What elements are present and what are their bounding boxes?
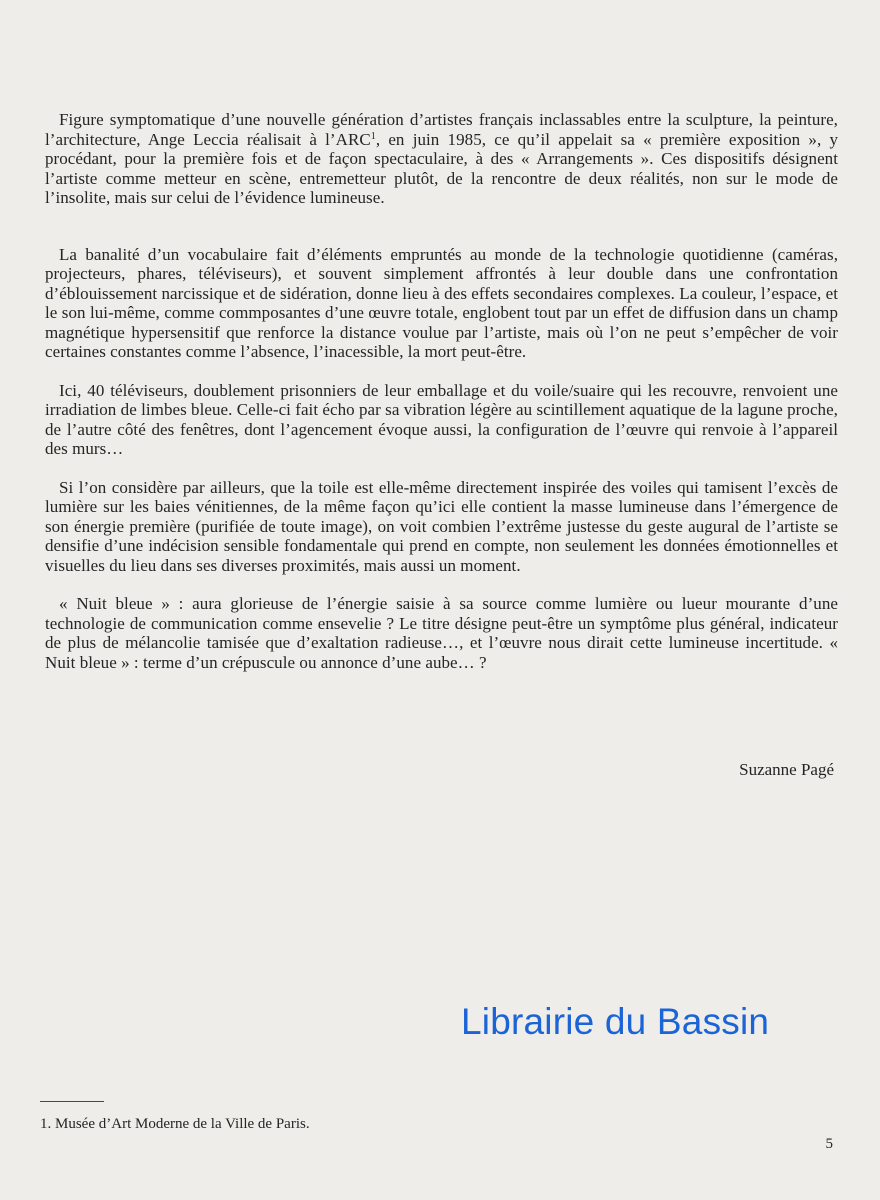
paragraph-1-text: Figure symptomatique d’une nouvelle génération d’artistes français inclassables entre la sculpture, la peinture, l’architecture, Ange Leccia réalisait à l’ARC (45, 110, 838, 149)
paragraph-1-text-continued: , en juin 1985, ce qu’il appelait sa « première exposition », y procédant, pour la première fois et de façon spectaculaire, à des « Arrangements ». Ces dispositifs désignent l’artiste comme metteur en scène, entremetteur plutôt, de la rencontre de deux réalités, non sur le mode de l’insolite, mais sur celui de l’évidence lumineuse. (45, 129, 839, 207)
paragraph-3: Ici, 40 téléviseurs, doublement prisonniers de leur emballage et du voile/suaire qui les recouvre, renvoient une irradiation de limbes bleue. Celle-ci fait écho par sa vibration légère au scintillement aquatique de la lagune proche, de l’autre côté des fenêtres, dont l’agencement évoque aussi, la configuration de l’œuvre qui renvoie à l’appareil des murs… (45, 380, 838, 458)
article-body (45, 110, 838, 672)
footnote-reference[interactable]: 1 (370, 130, 376, 142)
bookshop-watermark: Librairie du Bassin (461, 1001, 770, 1042)
author-signature: Suzanne Pagé (739, 760, 834, 779)
paragraph-2: La banalité d’un vocabulaire fait d’éléments empruntés au monde de la technologie quotidienne (caméras, projecteurs, phares, téléviseurs), et souvent simplement affrontés à leur double dans une confrontation d’éblouissement narcissique et de sidération, donne lieu à des effets secondaires complexes. La couleur, l’espace, et le son lui-même, comme commposantes d’une œuvre totale, englobent tout par un effet de diffusion dans un champ magnétique hypersensitif que renforce la distance voulue par l’artiste, mais où l’on ne peut s’empêcher de voir certaines constantes comme l’absence, l’inacessible, la mort peut-être. (45, 244, 838, 361)
paragraph-4: Si l’on considère par ailleurs, que la toile est elle-même directement inspirée des voiles qui tamisent l’excès de lumière sur les baies vénitiennes, de la même façon qu’ici elle contient la masse lumineuse dans l’émergence de son énergie première (purifiée de toute image), on voit combien l’extrême justesse du geste augural de l’artiste se densifie d’une indécision sensible fondamentale qui prend en compte, non seulement les données émotionnelles et visuelles du lieu dans ses diverses proximités, mais aussi un moment. (45, 477, 838, 575)
footnote-divider (40, 1101, 104, 1102)
page-number: 5 (825, 1136, 833, 1152)
footnote: 1. Musée d’Art Moderne de la Ville de Paris. (40, 1116, 310, 1132)
paragraph-1 (45, 110, 838, 208)
paragraph-5: « Nuit bleue » : aura glorieuse de l’énergie saisie à sa source comme lumière ou lueur mourante d’une technologie de communication comme ensevelie ? Le titre désigne peut-être un symptôme plus général, indicateur de plus de mélancolie tamisée que d’exaltation radieuse…, et l’œuvre nous dirait cette lumineuse incertitude. « Nuit bleue » : terme d’un crépuscule ou annonce d’une aube… ? (45, 594, 838, 672)
